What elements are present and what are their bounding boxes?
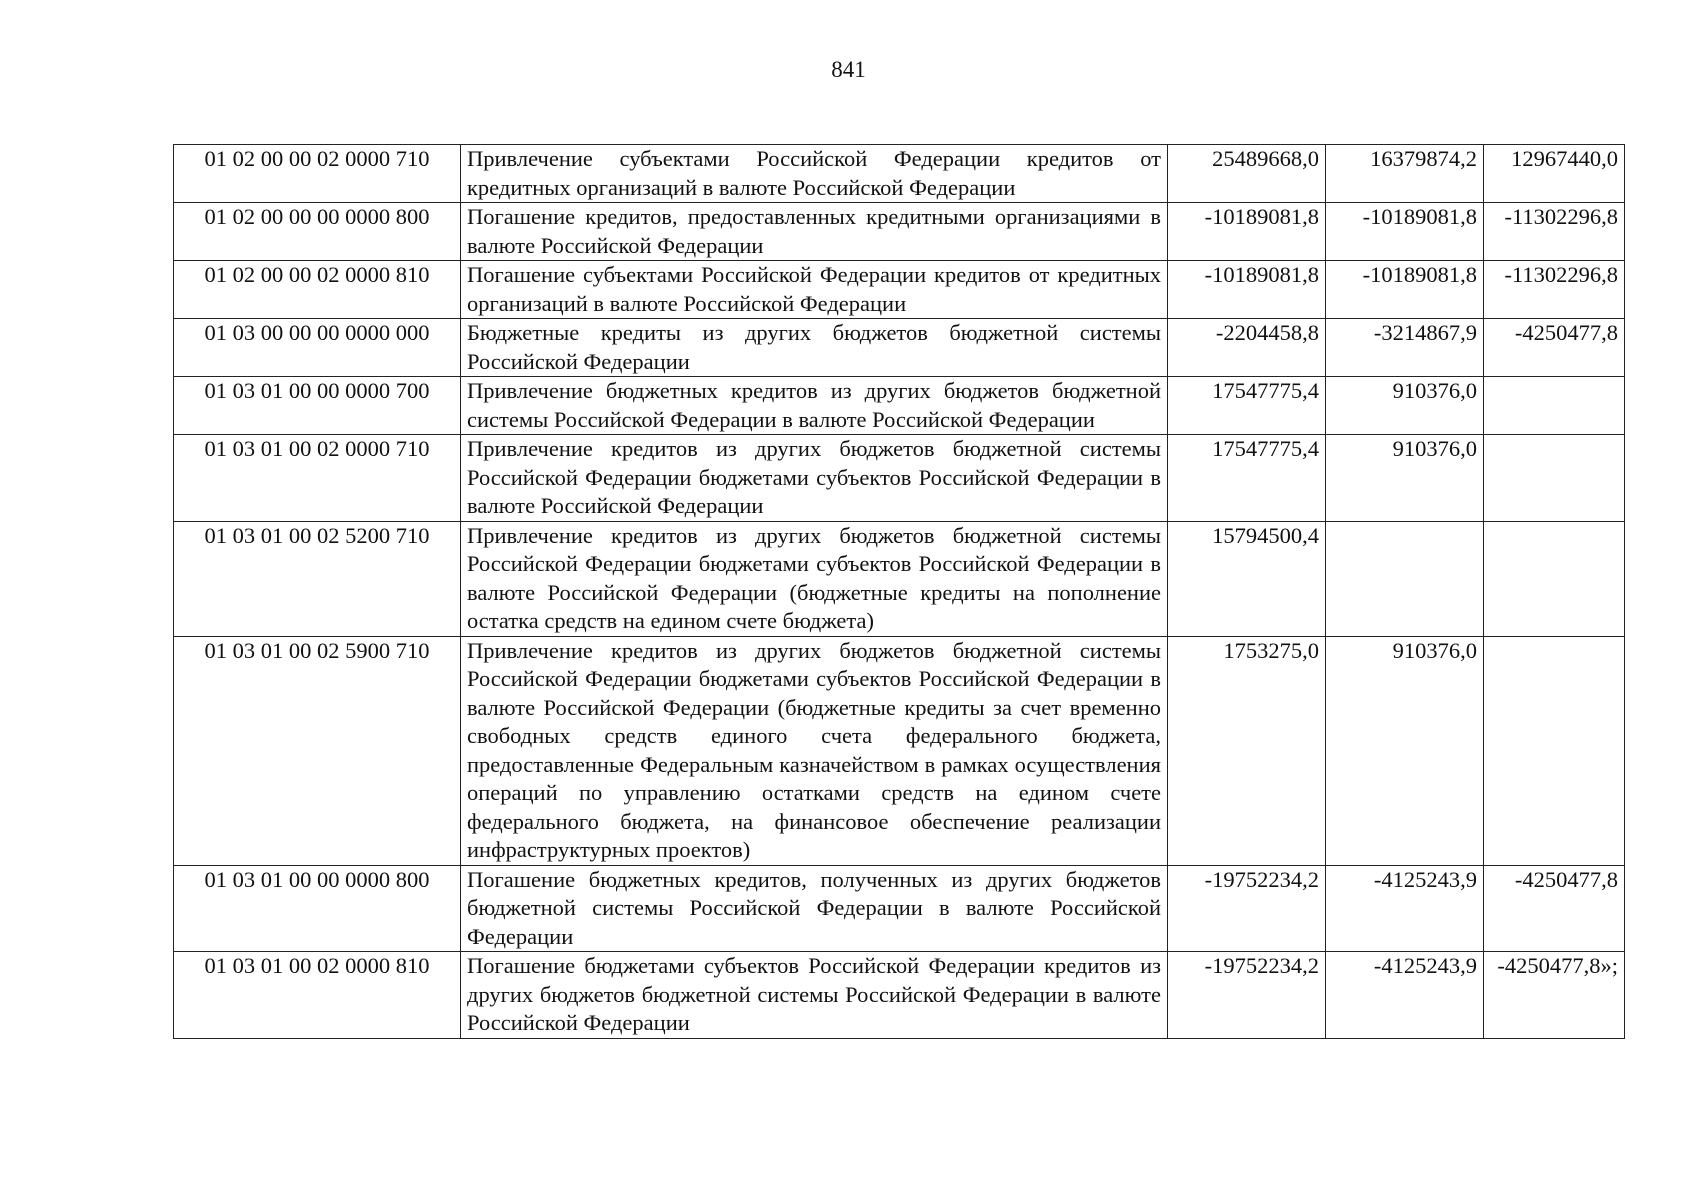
table-row <box>174 145 1625 203</box>
amount-col-1: -10189081,8 <box>1168 261 1326 319</box>
amount-col-2: 910376,0 <box>1326 377 1484 435</box>
amount-col-3: -11302296,8 <box>1484 261 1625 319</box>
table-row <box>174 261 1625 319</box>
row-description: Погашение кредитов, предоставленных кредитными организациями в валюте Российской Федерации <box>461 203 1168 261</box>
amount-col-2: -3214867,9 <box>1326 319 1484 377</box>
table-row <box>174 203 1625 261</box>
amount-col-2: 16379874,2 <box>1326 145 1484 203</box>
budget-code: 01 03 01 00 02 0000 810 <box>174 952 461 1039</box>
amount-col-3 <box>1484 377 1625 435</box>
row-description: Привлечение кредитов из других бюджетов бюджетной системы Российской Федерации бюджетами субъектов Российской Федерации в валюте Российской Федерации (бюджетные кредиты за счет временно свободных средств единого счета федерального бюджета, предоставленные Федеральным казначейством в рамках осуществления операций по управлению остатками средств на едином счете федерального бюджета, на финансовое обеспечение реализации инфраструктурных проектов) <box>461 636 1168 865</box>
table-row <box>174 319 1625 377</box>
amount-col-1: 17547775,4 <box>1168 435 1326 522</box>
row-description: Бюджетные кредиты из других бюджетов бюджетной системы Российской Федерации <box>461 319 1168 377</box>
row-description: Привлечение субъектами Российской Федерации кредитов от кредитных организаций в валюте Российской Федерации <box>461 145 1168 203</box>
budget-code: 01 03 01 00 02 0000 710 <box>174 435 461 522</box>
budget-code: 01 02 00 00 00 0000 800 <box>174 203 461 261</box>
amount-col-1: 25489668,0 <box>1168 145 1326 203</box>
table-row <box>174 636 1625 865</box>
table-row <box>174 377 1625 435</box>
row-description: Погашение бюджетных кредитов, полученных из других бюджетов бюджетной системы Российской Федерации в валюте Российской Федерации <box>461 865 1168 952</box>
amount-col-3 <box>1484 636 1625 865</box>
amount-col-2: -10189081,8 <box>1326 261 1484 319</box>
budget-code: 01 03 01 00 00 0000 700 <box>174 377 461 435</box>
amount-col-1: 1753275,0 <box>1168 636 1326 865</box>
amount-col-3: -11302296,8 <box>1484 203 1625 261</box>
amount-col-1: -2204458,8 <box>1168 319 1326 377</box>
amount-col-2: -4125243,9 <box>1326 952 1484 1039</box>
amount-col-3: -4250477,8 <box>1484 319 1625 377</box>
row-description: Привлечение кредитов из других бюджетов бюджетной системы Российской Федерации бюджетами субъектов Российской Федерации в валюте Российской Федерации <box>461 435 1168 522</box>
table-row <box>174 435 1625 522</box>
budget-code: 01 03 01 00 02 5900 710 <box>174 636 461 865</box>
table-row <box>174 865 1625 952</box>
amount-col-1: 15794500,4 <box>1168 521 1326 636</box>
amount-col-3: 12967440,0 <box>1484 145 1625 203</box>
amount-col-1: -19752234,2 <box>1168 865 1326 952</box>
amount-col-2: -10189081,8 <box>1326 203 1484 261</box>
amount-col-2: -4125243,9 <box>1326 865 1484 952</box>
amount-col-3 <box>1484 521 1625 636</box>
amount-col-3: -4250477,8»; <box>1484 952 1625 1039</box>
row-description: Погашение бюджетами субъектов Российской Федерации кредитов из других бюджетов бюджетной системы Российской Федерации в валюте Российской Федерации <box>461 952 1168 1039</box>
budget-code: 01 02 00 00 02 0000 810 <box>174 261 461 319</box>
budget-sources-table <box>173 144 1625 1039</box>
amount-col-2: 910376,0 <box>1326 636 1484 865</box>
table-row <box>174 521 1625 636</box>
budget-code: 01 03 00 00 00 0000 000 <box>174 319 461 377</box>
budget-code: 01 02 00 00 02 0000 710 <box>174 145 461 203</box>
page-number: 841 <box>831 57 866 82</box>
amount-col-3 <box>1484 435 1625 522</box>
amount-col-1: -10189081,8 <box>1168 203 1326 261</box>
table-row <box>174 952 1625 1039</box>
amount-col-1: -19752234,2 <box>1168 952 1326 1039</box>
amount-col-2: 910376,0 <box>1326 435 1484 522</box>
amount-col-1: 17547775,4 <box>1168 377 1326 435</box>
budget-code: 01 03 01 00 00 0000 800 <box>174 865 461 952</box>
budget-code: 01 03 01 00 02 5200 710 <box>174 521 461 636</box>
row-description: Привлечение бюджетных кредитов из других бюджетов бюджетной системы Российской Федерации в валюте Российской Федерации <box>461 377 1168 435</box>
row-description: Привлечение кредитов из других бюджетов бюджетной системы Российской Федерации бюджетами субъектов Российской Федерации в валюте Российской Федерации (бюджетные кредиты на пополнение остатка средств на едином счете бюджета) <box>461 521 1168 636</box>
amount-col-2 <box>1326 521 1484 636</box>
row-description: Погашение субъектами Российской Федерации кредитов от кредитных организаций в валюте Российской Федерации <box>461 261 1168 319</box>
amount-col-3: -4250477,8 <box>1484 865 1625 952</box>
